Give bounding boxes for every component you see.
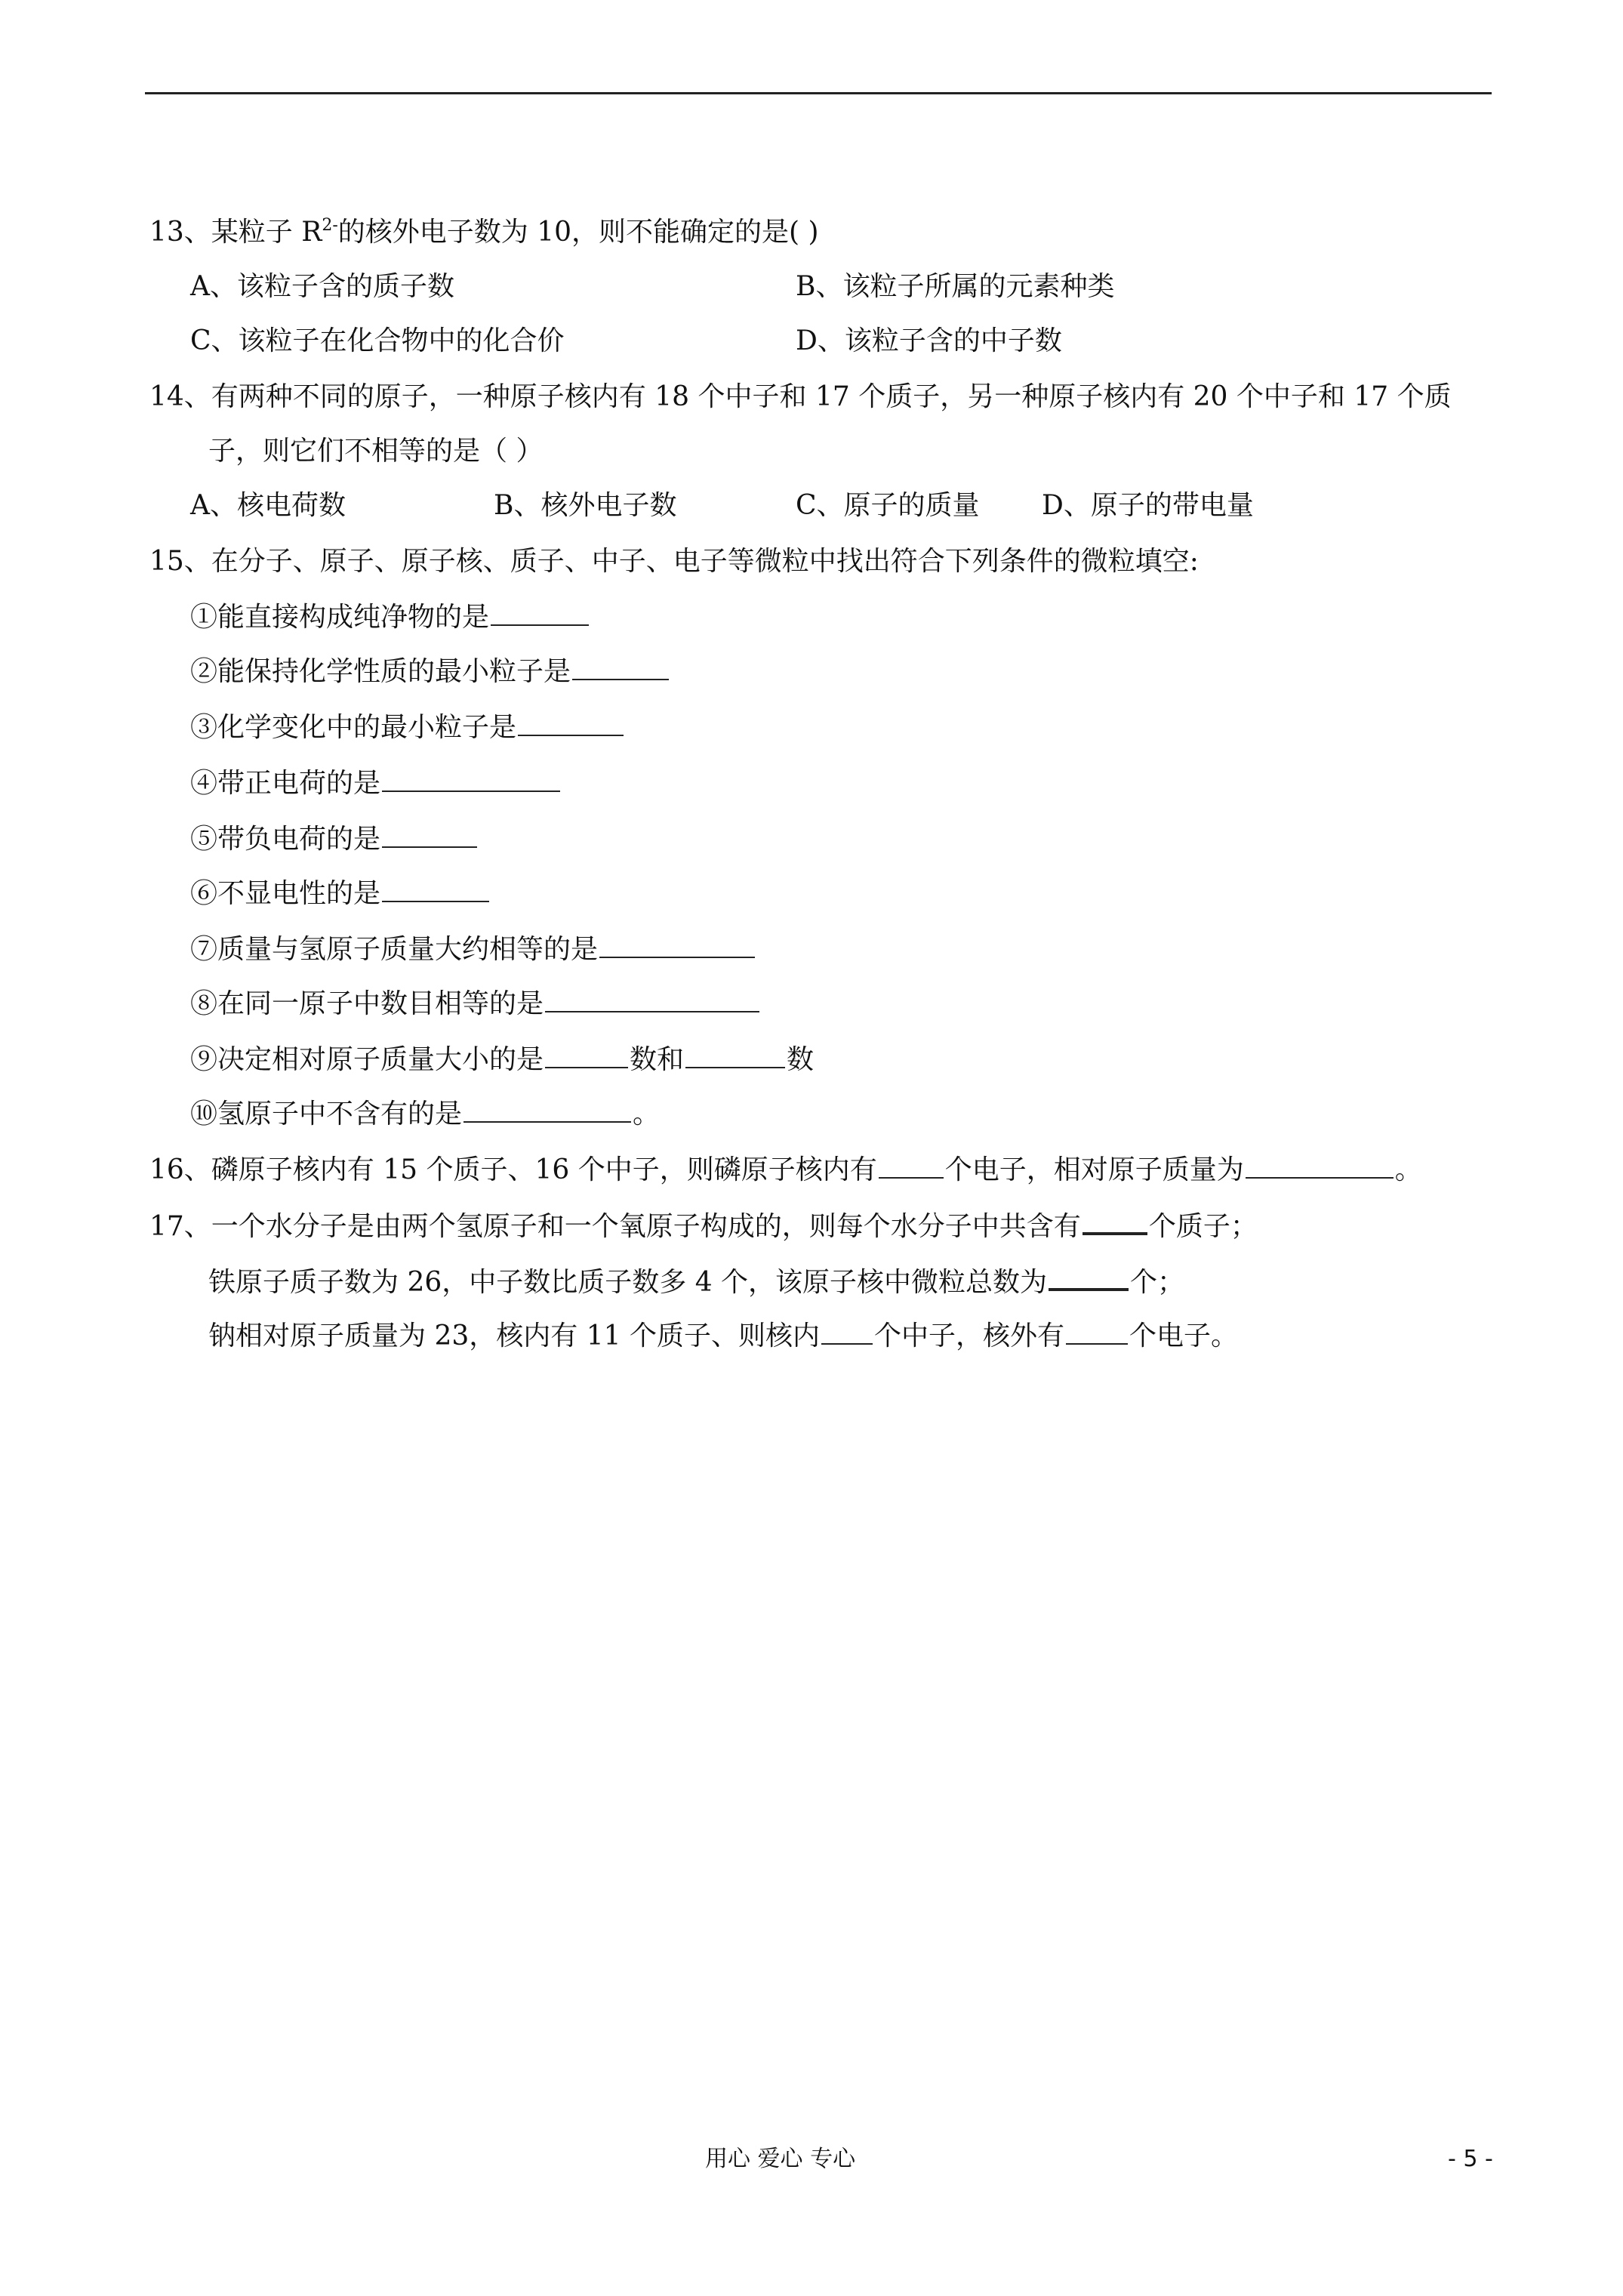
answer-blank[interactable] — [1246, 1154, 1394, 1179]
q17-line3-text-2: 个中子，核外有 — [873, 1321, 1064, 1351]
answer-blank[interactable] — [1066, 1321, 1128, 1345]
q15-item-8 — [190, 988, 761, 1021]
q13-stem-text: 13、某粒子 R — [149, 217, 322, 248]
q17-line1-text: 17、一个水分子是由两个氢原子和一个氧原子构成的，则每个水分子中共含有 — [149, 1211, 1081, 1242]
q15-item-9-text-3: 数 — [787, 1044, 815, 1075]
q15-item-3 — [190, 711, 625, 744]
q15-item-9-text: ⑨决定相对原子质量大小的是 — [190, 1044, 544, 1075]
q17-line1-text-2: 个质子； — [1148, 1211, 1258, 1242]
q15-item-9 — [190, 1043, 814, 1077]
q15-item-10-period: 。 — [633, 1099, 661, 1130]
q17-line2 — [208, 1265, 1184, 1299]
header-rule — [145, 92, 1492, 94]
q15-item-2-text: ②能保持化学性质的最小粒子是 — [190, 656, 571, 687]
answer-blank[interactable] — [685, 1044, 785, 1068]
answer-blank[interactable] — [821, 1321, 873, 1345]
q15-item-6 — [190, 877, 491, 911]
q15-item-8-text: ⑧在同一原子中数目相等的是 — [190, 988, 544, 1019]
q15-item-6-text: ⑥不显电性的是 — [190, 878, 381, 909]
q15-item-3-text: ③化学变化中的最小粒子是 — [190, 712, 517, 743]
q17-line1 — [149, 1210, 1258, 1244]
q15-item-1 — [190, 601, 590, 634]
q17-line3 — [208, 1320, 1238, 1353]
q13-stem-text-2: 的核外电子数为 10，则不能确定的是( ) — [337, 217, 819, 248]
q13-option-a: A、该粒子含的质子数 — [190, 271, 454, 302]
q16-text-2: 个电子，相对原子质量为 — [944, 1154, 1244, 1185]
q13-option-c: C、该粒子在化合物中的化合价 — [190, 325, 565, 356]
q16-text: 16、磷原子核内有 15 个质子、16 个中子，则磷原子核内有 — [149, 1154, 877, 1185]
q16-period: 。 — [1394, 1154, 1422, 1185]
q15-item-10 — [190, 1098, 660, 1131]
q17-line2-text-2: 个； — [1130, 1267, 1185, 1298]
q15-item-2 — [190, 655, 670, 689]
q13-stem — [149, 216, 819, 249]
answer-blank[interactable] — [1083, 1210, 1147, 1235]
q15-item-4-text: ④带正电荷的是 — [190, 768, 381, 799]
q16-stem — [149, 1154, 1422, 1187]
q15-item-10-text: ⑩氢原子中不含有的是 — [190, 1099, 463, 1130]
q14-option-a: A、核电荷数 — [190, 490, 346, 521]
q15-item-5-text: ⑤带负电荷的是 — [190, 824, 381, 855]
answer-blank[interactable] — [599, 934, 755, 958]
answer-blank[interactable] — [572, 656, 669, 680]
answer-blank[interactable] — [518, 712, 624, 736]
q15-stem: 15、在分子、原子、原子核、质子、中子、电子等微粒中找出符合下列条件的微粒填空: — [149, 546, 1199, 577]
q13-option-b: B、该粒子所属的元素种类 — [796, 271, 1115, 302]
answer-blank[interactable] — [463, 1099, 631, 1123]
q14-stem-line2: 子，则它们不相等的是（ ） — [208, 436, 544, 467]
q17-line2-text: 铁原子质子数为 26，中子数比质子数多 4 个，该原子核中微粒总数为 — [208, 1267, 1048, 1298]
q14-option-b: B、核外电子数 — [494, 490, 677, 521]
q15-item-7 — [190, 933, 756, 966]
q14-stem-line1: 14、有两种不同的原子，一种原子核内有 18 个中子和 17 个质子，另一种原子核内有 20 个中子和 17 个质 — [149, 381, 1452, 412]
q13-charge-superscript: 2- — [322, 216, 338, 235]
page-number: - 5 - — [1448, 2146, 1493, 2172]
q14-option-d: D、原子的带电量 — [1042, 490, 1254, 521]
answer-blank[interactable] — [491, 602, 589, 626]
q13-option-d: D、该粒子含的中子数 — [796, 325, 1062, 356]
footer-motto: 用心 爱心 专心 — [705, 2146, 856, 2172]
q15-item-1-text: ①能直接构成纯净物的是 — [190, 602, 490, 633]
answer-blank[interactable] — [382, 878, 489, 902]
answer-blank[interactable] — [382, 768, 560, 792]
answer-blank[interactable] — [545, 1044, 628, 1068]
answer-blank[interactable] — [382, 824, 477, 848]
q17-line3-text-3: 个电子。 — [1129, 1321, 1238, 1351]
q15-item-7-text: ⑦质量与氢原子质量大约相等的是 — [190, 934, 599, 965]
q15-item-9-text-2: 数和 — [630, 1044, 685, 1075]
q15-item-5 — [190, 823, 479, 856]
q15-item-4 — [190, 767, 562, 800]
answer-blank[interactable] — [545, 988, 759, 1012]
answer-blank[interactable] — [879, 1154, 944, 1179]
answer-blank[interactable] — [1049, 1265, 1129, 1291]
q14-option-c: C、原子的质量 — [796, 490, 980, 521]
q17-line3-text: 钠相对原子质量为 23，核内有 11 个质子、则核内 — [208, 1321, 820, 1351]
